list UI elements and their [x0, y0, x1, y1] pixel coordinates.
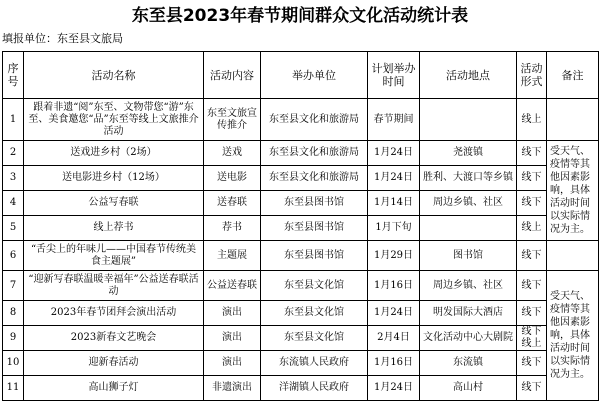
header-cell: 举办单位 — [261, 52, 368, 99]
cell-place: 高山村 — [420, 376, 517, 401]
cell-note-empty — [547, 99, 599, 141]
cell-place: 周边乡镇、社区 — [420, 191, 517, 216]
cell-no: 10 — [3, 351, 24, 376]
cell-form: 线下 — [517, 166, 547, 191]
cell-time: 1月24日 — [368, 166, 420, 191]
cell-time: 1月24日 — [368, 301, 420, 326]
cell-time: 1月24日 — [368, 141, 420, 166]
header-cell: 计划举办时间 — [368, 52, 420, 99]
cell-place — [420, 99, 517, 141]
cell-org: 东流镇人民政府 — [261, 351, 368, 376]
cell-time: 1月14日 — [368, 191, 420, 216]
cell-name: “迎新写春联温暖幸福年”公益送春联活动 — [24, 271, 204, 301]
cell-org: 东至县文化馆 — [261, 301, 368, 326]
cell-form: 线下 — [517, 241, 547, 271]
cell-org: 东至县文化和旅游局 — [261, 141, 368, 166]
cell-content: 送电影 — [204, 166, 261, 191]
cell-content: 演出 — [204, 351, 261, 376]
table-row — [3, 271, 599, 301]
cell-content: 送戏 — [204, 141, 261, 166]
cell-form: 线下 — [517, 301, 547, 326]
cell-place: 明发国际大酒店 — [420, 301, 517, 326]
cell-form: 线上 — [517, 99, 547, 141]
cell-no: 5 — [3, 216, 24, 241]
table-row — [3, 376, 599, 401]
cell-no: 11 — [3, 376, 24, 401]
cell-name: 线上荐书 — [24, 216, 204, 241]
cell-no: 9 — [3, 326, 24, 351]
cell-time: 1月24日 — [368, 376, 420, 401]
cell-content: 送春联 — [204, 191, 261, 216]
cell-time: 1月29日 — [368, 241, 420, 271]
cell-form: 线下 — [517, 376, 547, 401]
table-row — [3, 241, 599, 271]
table-row — [3, 326, 599, 351]
cell-org: 东至县文化馆 — [261, 271, 368, 301]
header-row — [3, 52, 599, 99]
table-row — [3, 141, 599, 166]
cell-place: 文化活动中心大剧院 — [420, 326, 517, 351]
header-cell: 活动形式 — [517, 52, 547, 99]
cell-name: 送电影进乡村（12场） — [24, 166, 204, 191]
header-cell: 备注 — [547, 52, 599, 99]
table-row — [3, 166, 599, 191]
header-cell: 活动名称 — [24, 52, 204, 99]
cell-place: 图书馆 — [420, 241, 517, 271]
cell-name: 公益写春联 — [24, 191, 204, 216]
cell-form: 线下 — [517, 271, 547, 301]
cell-name: 高山狮子灯 — [24, 376, 204, 401]
cell-no: 6 — [3, 241, 24, 271]
table-row — [3, 99, 599, 141]
table-row — [3, 216, 599, 241]
cell-name: 送戏进乡村（2场） — [24, 141, 204, 166]
header-cell: 活动地点 — [420, 52, 517, 99]
cell-org: 洋湖镇人民政府 — [261, 376, 368, 401]
header-cell: 活动内容 — [204, 52, 261, 99]
cell-place: 胜利、大渡口等乡镇 — [420, 166, 517, 191]
cell-place — [420, 216, 517, 241]
cell-org: 东至县文化和旅游局 — [261, 99, 368, 141]
cell-place: 东流镇 — [420, 351, 517, 376]
cell-org: 东至县图书馆 — [261, 191, 368, 216]
cell-note: 受天气、疫情等其他因素影响，具体活动时间以实际情况为主。 — [547, 271, 599, 401]
cell-place: 周边乡镇、社区 — [420, 271, 517, 301]
header-cell: 序号 — [3, 52, 24, 99]
cell-form: 线下 — [517, 351, 547, 376]
cell-time: 春节期间 — [368, 99, 420, 141]
cell-form: 线下 — [517, 191, 547, 216]
reporting-unit-label: 填报单位：东至县文旅局 — [2, 32, 123, 45]
cell-org: 东至县图书馆 — [261, 241, 368, 271]
cell-org: 东至县文化馆 — [261, 326, 368, 351]
cell-no: 3 — [3, 166, 24, 191]
cell-name: 2023新春文艺晚会 — [24, 326, 204, 351]
cell-note: 受天气、疫情等其他因素影响，具体活动时间以实际情况为主。 — [547, 141, 599, 241]
cell-content: 东至文旅宣传推介 — [204, 99, 261, 141]
cell-name: “舌尖上的年味儿——中国春节传统美食主题展” — [24, 241, 204, 271]
cell-content: 非遗演出 — [204, 376, 261, 401]
cell-no: 8 — [3, 301, 24, 326]
cell-org: 东至县图书馆 — [261, 216, 368, 241]
table-row — [3, 351, 599, 376]
cell-note-empty — [547, 241, 599, 271]
cell-content: 公益送春联 — [204, 271, 261, 301]
cell-content: 演出 — [204, 301, 261, 326]
cell-form: 线下线上 — [517, 326, 547, 351]
cell-time: 1月下旬 — [368, 216, 420, 241]
page-title: 东至县2023年春节期间群众文化活动统计表 — [131, 6, 469, 26]
table-row — [3, 301, 599, 326]
table-row — [3, 191, 599, 216]
cell-no: 7 — [3, 271, 24, 301]
cell-name: 跟着非遗“阅”东至、文物带您“游”东至、美食邀您“品”东至等线上文旅推介活动 — [24, 99, 204, 141]
cell-form: 线上 — [517, 216, 547, 241]
cell-content: 主题展 — [204, 241, 261, 271]
cell-place: 尧渡镇 — [420, 141, 517, 166]
cell-time: 1月16日 — [368, 351, 420, 376]
cell-no: 2 — [3, 141, 24, 166]
cell-no: 1 — [3, 99, 24, 141]
cell-content: 演出 — [204, 326, 261, 351]
activity-table — [2, 51, 599, 401]
cell-no: 4 — [3, 191, 24, 216]
cell-time: 1月16日 — [368, 271, 420, 301]
cell-time: 2月4日 — [368, 326, 420, 351]
cell-content: 荐书 — [204, 216, 261, 241]
cell-form: 线下 — [517, 141, 547, 166]
cell-org: 东至县文化和旅游局 — [261, 166, 368, 191]
cell-name: 2023年春节团拜会演出活动 — [24, 301, 204, 326]
cell-name: 迎新春活动 — [24, 351, 204, 376]
